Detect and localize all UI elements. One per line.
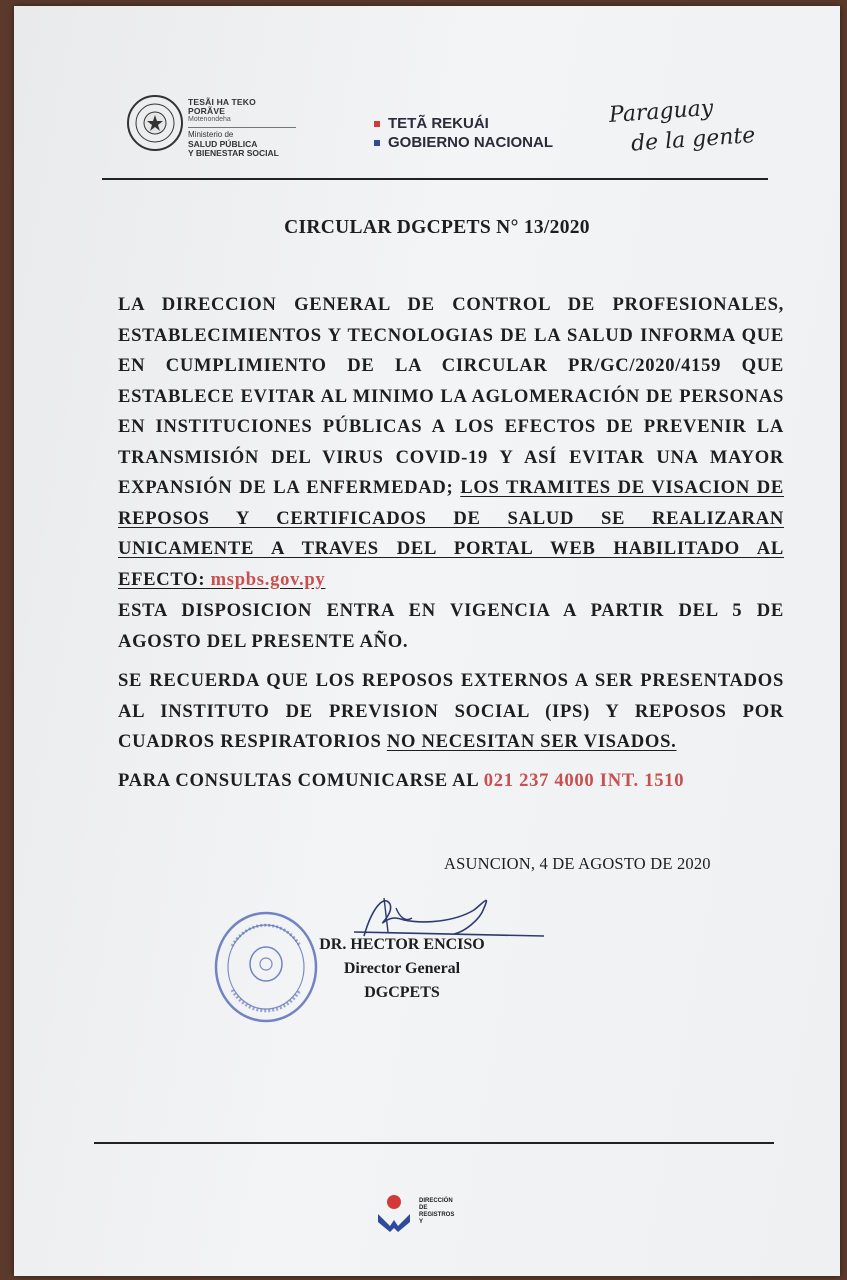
paragraph-1-text: LA DIRECCION GENERAL DE CONTROL DE PROFESIONALES, ESTABLECIMIENTOS Y TECNOLOGIAS DE LA SALUD INFORMA QUE EN CUMPLIMIENTO DE LA CIRCULAR PR/GC/2020/4159 QUE ESTABLECE EVITAR AL MINIMO LA AGLOMERACIÓN DE PERSONAS EN INSTITUCIONES PÚBLICAS A LOS EFECTOS DE PREVENIR LA TRANSMISIÓN DEL VIRUS COVID-19 Y ASÍ EVITAR UNA MAYOR EXPANSIÓN DE LA ENFERMEDAD; [118,294,784,498]
paragraph-1 [118,290,784,595]
paragraph-3 [118,666,784,758]
ministry-line6: Y BIENESTAR SOCIAL [188,147,279,158]
brand-line2: de la gente [630,122,757,157]
footer-logo-text [419,1198,459,1226]
signatory-name: DR. HECTOR ENCISO [319,936,485,953]
national-seal-icon [126,94,184,152]
paraguay-brand-logo [608,91,756,161]
brand-line1: Paraguay [608,95,715,129]
contact-phone: 021 237 4000 INT. 1510 [483,770,685,791]
footer-logo [374,1192,459,1232]
signatory-org: DGCPETS [364,984,440,1001]
paragraph-2: ESTA DISPOSICION ENTRA EN VIGENCIA A PARTIR DEL 5 DE AGOSTO DEL PRESENTE AÑO. [118,600,784,652]
blue-square-icon [374,140,380,146]
signature-block [312,933,492,1005]
footer-logo-line2: REGISTROS Y [419,1212,455,1225]
ministry-line2: PORÃVE [188,105,226,116]
ministry-name [188,98,296,157]
signatory-role: Director General [343,960,461,977]
government-logo [374,114,553,152]
government-line1: TETÃ REKUÁI [388,115,489,132]
government-line2: GOBIERNO NACIONAL [388,134,553,151]
ministry-line3: Motenondeha [188,115,231,123]
footer-logo-line1: DIRECCIÓN DE [419,1198,453,1211]
paragraph-4 [118,766,784,797]
paragraph-1-underlined-text: LOS TRAMITES DE VISACION DE REPOSOS Y CERTIFICADOS DE SALUD SE REALIZARAN UNICAMENTE A TRAVES DEL PORTAL WEB HABILITADO AL EFECTO: [118,477,784,590]
registry-logo-icon [374,1192,414,1232]
paragraph-4-text: PARA CONSULTAS COMUNICARSE AL [118,770,484,791]
ministry-line4: Ministerio de [188,127,296,139]
letterhead [14,6,840,176]
footer-divider [94,1142,774,1144]
document-date: ASUNCION, 4 DE AGOSTO DE 2020 [444,854,711,873]
portal-link[interactable]: mspbs.gov.py [210,568,326,590]
document-page [14,6,840,1276]
header-divider [102,178,768,180]
document-title: CIRCULAR DGCPETS N° 13/2020 [284,217,590,238]
official-stamp-icon [212,908,320,1026]
ministry-line5: SALUD PÚBLICA [188,138,258,149]
paragraph-3-text: SE RECUERDA QUE LOS REPOSOS EXTERNOS A SER PRESENTADOS AL INSTITUTO DE PREVISION SOCIAL (IPS) Y REPOSOS POR CUADROS RESPIRATORIOS [118,670,784,752]
paragraph-3-underlined: NO NECESITAN SER VISADOS. [386,731,677,752]
red-square-icon [374,121,380,127]
ministry-line1: TESÃI HA TEKO [188,97,256,107]
